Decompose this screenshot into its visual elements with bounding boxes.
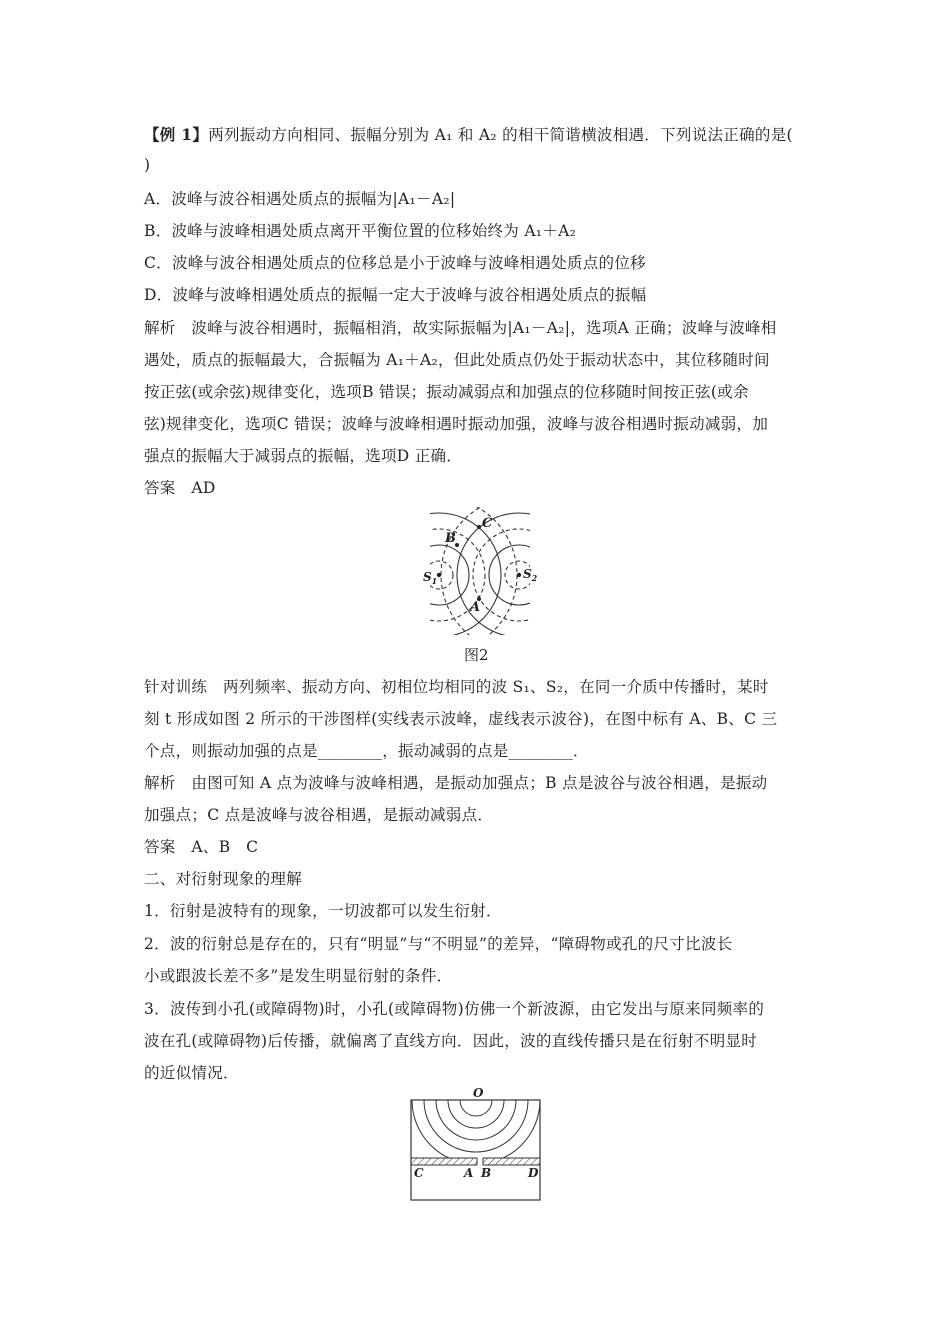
label-b: B	[481, 1166, 492, 1180]
section-item-3-line-3: 的近似情况．	[144, 1064, 239, 1082]
label-a: A	[470, 600, 481, 615]
figure2-caption: 图2	[464, 646, 489, 664]
training-line-2: 刻 t 形成如图 2 所示的干涉图样(实线表示波峰，虚线表示波谷)，在图中标有 A、B、C 三	[144, 710, 778, 728]
label-a: A	[464, 1166, 474, 1180]
interference-figure	[415, 505, 540, 640]
label-o: O	[473, 1086, 484, 1100]
label-s2: $S_2$	[523, 567, 538, 583]
section-item-2-line-2: 小或跟波长差不多”是发生明显衍射的条件．	[144, 967, 453, 985]
example-analysis-line-2: 遇处，质点的振幅最大，合振幅为 A₁＋A₂，但此处质点仍处于振动状态中，其位移随时间	[144, 351, 770, 369]
section-heading: 二、对衍射现象的理解	[144, 870, 303, 888]
section-item-3-line-1: 3．波传到小孔(或障碍物)时，小孔(或障碍物)仿佛一个新波源，由它发出与原来同频率的	[144, 1000, 765, 1018]
training-analysis-line-2: 加强点；C 点是波峰与波谷相遇，是振动减弱点．	[144, 806, 494, 824]
example-tag: 【例 1】	[144, 125, 209, 144]
option-a: A．波峰与波谷相遇处质点的振幅为|A₁－A₂|	[144, 190, 456, 208]
source-s2-dot	[517, 573, 521, 577]
section-item-3-line-2: 波在孔(或障碍物)后传播，就偏离了直线方向．因此，波的直线传播只是在衍射不明显时	[144, 1032, 758, 1050]
point-c-dot	[477, 525, 481, 529]
section-item-2-line-1: 2．波的衍射总是存在的，只有“明显”与“不明显”的差异，“障碍物或孔的尺寸比波长	[144, 935, 733, 953]
section-item-1-line-1: 1．衍射是波特有的现象，一切波都可以发生衍射．	[144, 902, 502, 920]
option-c: C．波峰与波谷相遇处质点的位移总是小于波峰与波峰相遇处质点的位移	[144, 254, 646, 272]
example-answer: 答案 AD	[144, 479, 216, 497]
label-d: D	[528, 1166, 539, 1180]
example-analysis-line-5: 强点的振幅大于减弱点的振幅，选项D 正确．	[144, 447, 463, 465]
training-line-3: 个点，则振动加强的点是________，振动减弱的点是________．	[144, 742, 589, 760]
diffraction-figure	[405, 1085, 545, 1205]
label-b: B	[445, 531, 456, 546]
example-question-line-2: )	[144, 156, 151, 174]
example-analysis-line-4: 弦)规律变化，选项C 错误；波峰与波峰相遇时振动加强，波峰与波谷相遇时振动减弱，加	[144, 415, 769, 433]
training-answer: 答案 A、B C	[144, 838, 259, 856]
training-analysis-line-1: 解析 由图可知 A 点为波峰与波峰相遇，是振动加强点；B 点是波谷与波谷相遇，是振动	[144, 774, 768, 792]
example-analysis-line-3: 按正弦(或余弦)规律变化，选项B 错误；振动减弱点和加强点的位移随时间按正弦(或余	[144, 383, 749, 401]
example-analysis-line-1: 解析 波峰与波谷相遇时，振幅相消，故实际振幅为|A₁－A₂|，选项A 正确；波峰与波峰相	[144, 319, 777, 337]
label-c: C	[482, 516, 493, 531]
option-b: B．波峰与波峰相遇处质点离开平衡位置的位移始终为 A₁＋A₂	[144, 222, 577, 240]
example-question-line-1	[144, 125, 793, 145]
barrier-left	[411, 1158, 477, 1165]
barrier-right	[483, 1158, 540, 1165]
source-s1-dot	[437, 573, 441, 577]
training-line-1: 针对训练 两列频率、振动方向、初相位均相同的波 S₁、S₂，在同一介质中传播时，某时	[144, 678, 769, 696]
label-s1: $S_1$	[423, 570, 438, 586]
label-c: C	[414, 1166, 424, 1180]
example-question-text: 两列振动方向相同、振幅分别为 A₁ 和 A₂ 的相干简谐横波相遇．下列说法正确的是(	[208, 126, 793, 144]
option-d: D．波峰与波峰相遇处质点的振幅一定大于波峰与波谷相遇处质点的振幅	[144, 286, 647, 304]
